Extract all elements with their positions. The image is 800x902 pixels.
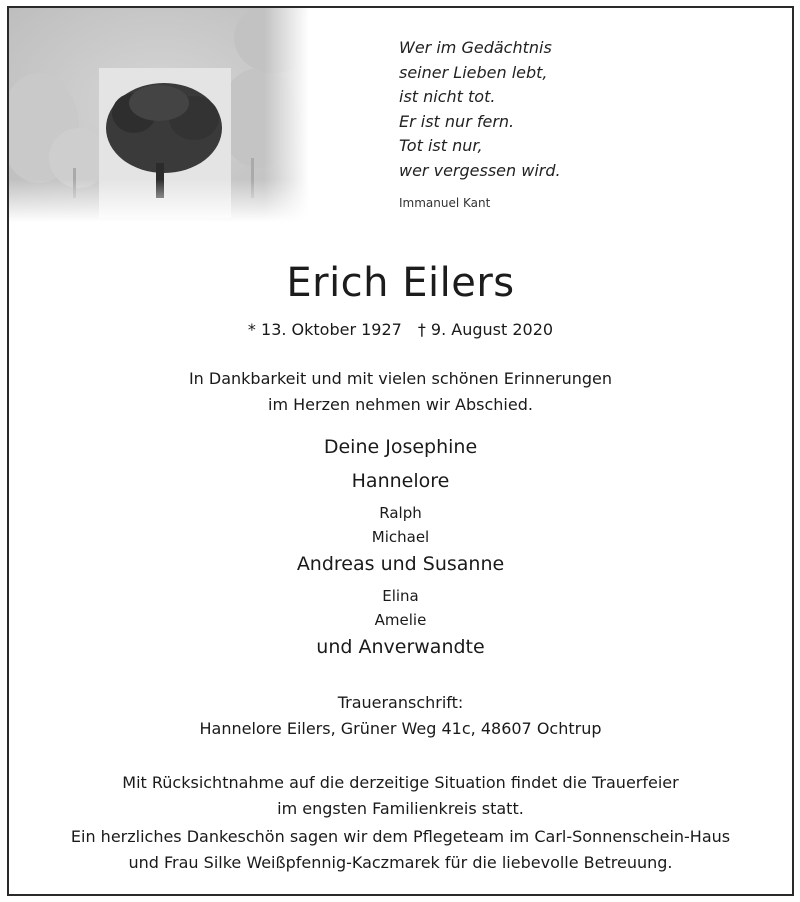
- poem-line: Er ist nur fern.: [399, 111, 515, 131]
- poem-line: Tot ist nur,: [399, 136, 483, 155]
- address-value: Hannelore Eilers, Grüner Weg 41c, 48607 Ochtrup: [199, 719, 602, 738]
- notice-line: im engsten Familienkreis statt.: [277, 799, 524, 818]
- birth-date: * 13. Oktober 1927: [247, 320, 402, 339]
- poem-line: ist nicht tot.: [399, 87, 496, 106]
- family-relatives: und Anverwandte: [316, 636, 485, 658]
- poem-line: seiner Lieben lebt,: [399, 62, 548, 82]
- family-andreas-susanne: Andreas und Susanne: [296, 553, 505, 575]
- notice-line: Mit Rücksichtnahme auf die derzeitige Situation findet die Trauerfeier: [122, 773, 679, 792]
- family-michael: Michael: [371, 528, 430, 546]
- thanks-text: [9, 824, 792, 876]
- poem-line: Wer im Gedächtnis: [399, 38, 552, 57]
- farewell-text: [9, 366, 792, 418]
- thanks-line: Ein herzliches Dankeschön sagen wir dem Pflegeteam im Carl-Sonnenschein-Haus: [70, 827, 731, 846]
- death-date: † 9. August 2020: [417, 320, 554, 339]
- ceremony-notice: [9, 770, 792, 822]
- mourning-address: [9, 690, 792, 742]
- family-elina: Elina: [382, 587, 419, 605]
- farewell-line: In Dankbarkeit und mit vielen schönen Erinnerungen: [188, 369, 613, 388]
- family-josephine: Deine Josephine: [323, 436, 478, 458]
- obituary-frame: [7, 6, 794, 896]
- deceased-name: Erich Eilers: [286, 260, 515, 306]
- tree-photo: [9, 8, 309, 222]
- poem-author: Immanuel Kant: [399, 196, 491, 210]
- thanks-line: und Frau Silke Weißpfennig-Kaczmarek für die liebevolle Betreuung.: [128, 853, 673, 872]
- family-amelie: Amelie: [374, 611, 427, 629]
- address-label: Traueranschrift:: [337, 693, 464, 712]
- life-dates: [9, 320, 792, 339]
- family-hannelore: Hannelore: [351, 470, 450, 492]
- poem-line: wer vergessen wird.: [399, 160, 561, 180]
- family-ralph: Ralph: [379, 504, 422, 522]
- farewell-line: im Herzen nehmen wir Abschied.: [268, 395, 533, 414]
- poem: [399, 36, 561, 183]
